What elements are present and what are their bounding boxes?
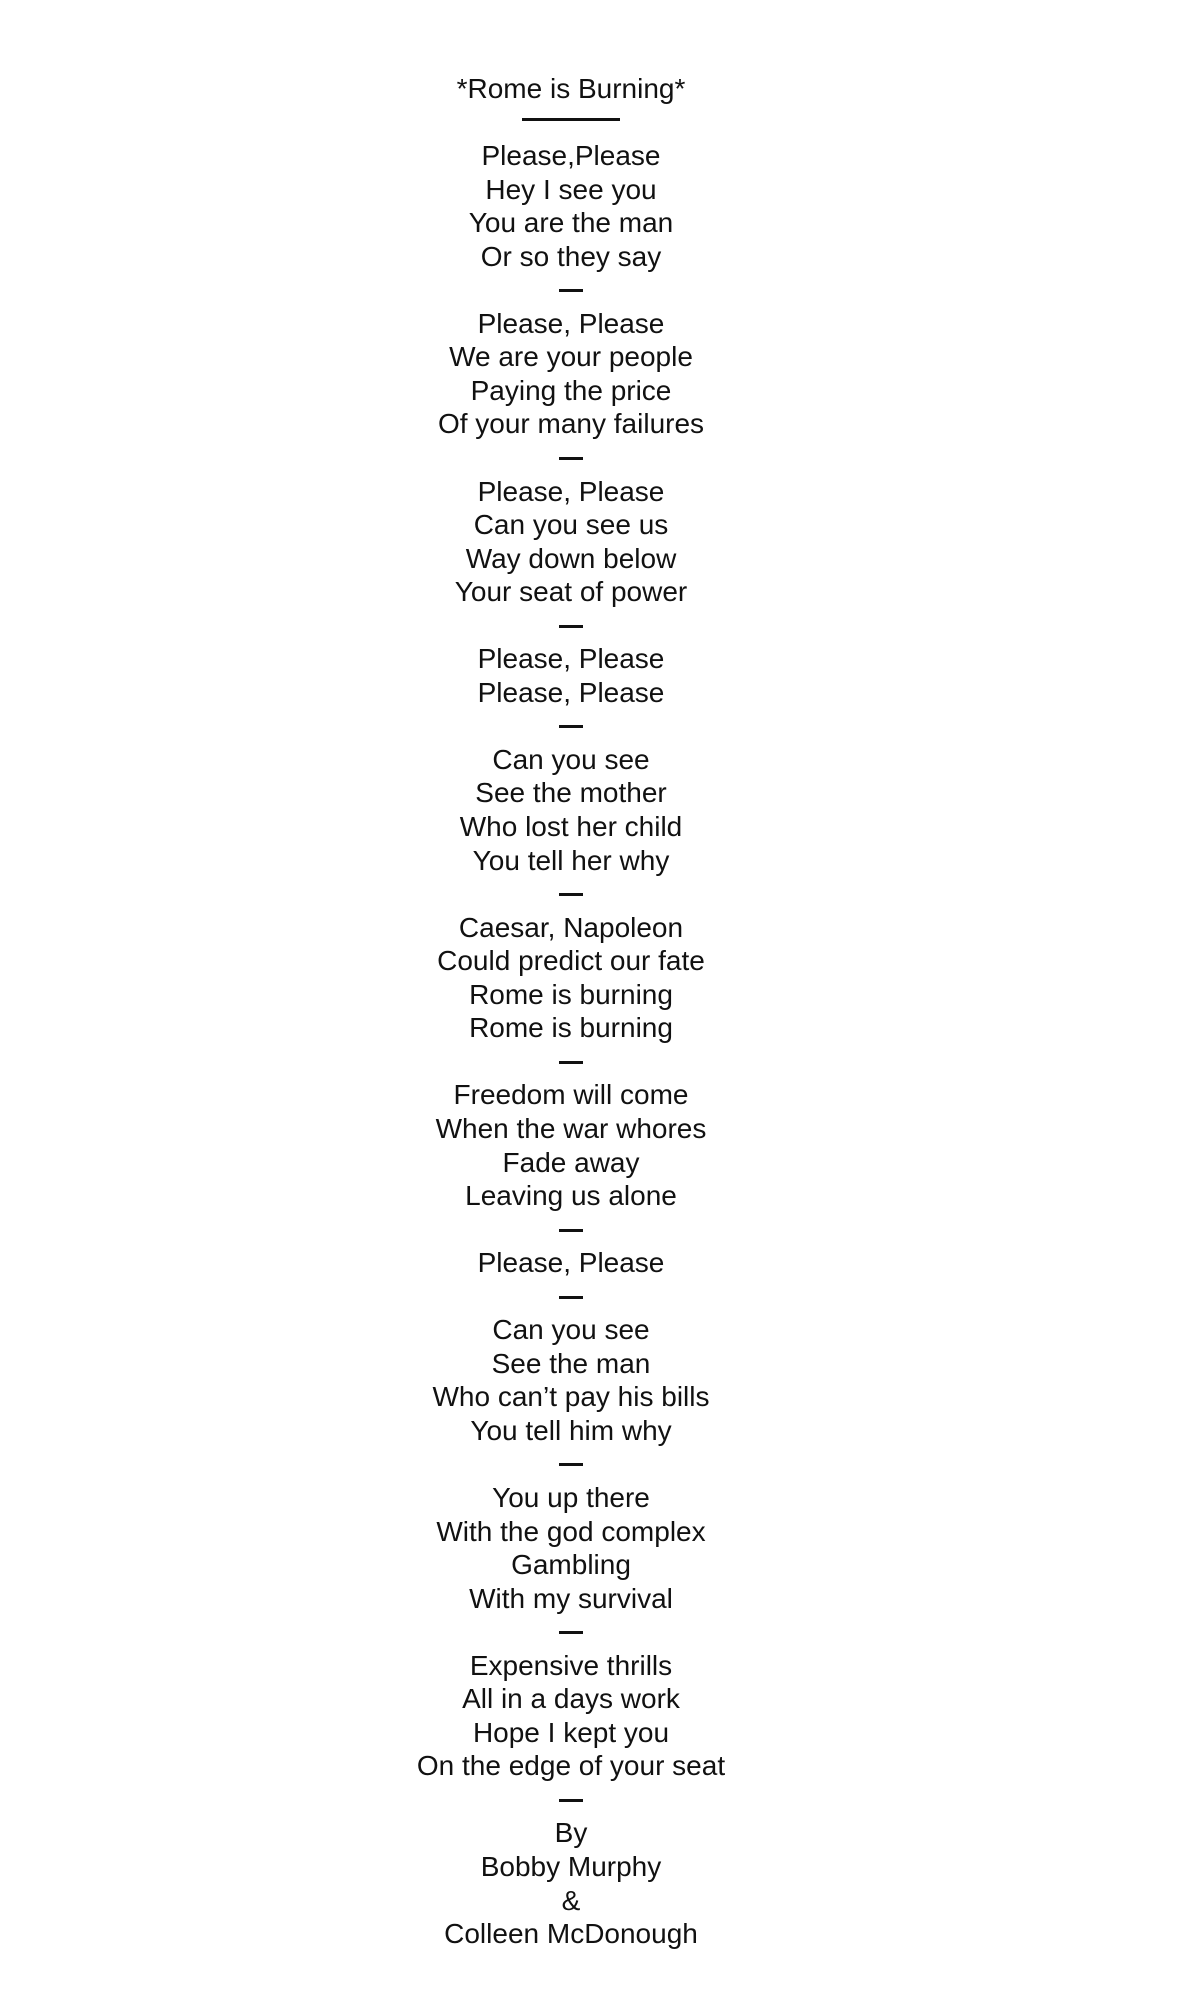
poem-line: Can you see: [492, 1314, 650, 1346]
stanza: [0, 1313, 1142, 1447]
stanza: [0, 1246, 1142, 1280]
poem-line: You up there: [492, 1481, 650, 1513]
stanza: [0, 1481, 1142, 1615]
poem-line: Who can’t pay his bills: [432, 1381, 710, 1413]
poem-line: Your seat of power: [454, 576, 688, 608]
poem-line: Hope I kept you: [472, 1716, 670, 1748]
poem: [0, 72, 1142, 1951]
poem-line: We are your people: [449, 341, 693, 373]
author-name: Colleen McDonough: [444, 1918, 698, 1950]
poem-line: Hey I see you: [485, 173, 657, 205]
poem-line: Please, Please: [477, 475, 665, 507]
poem-line: Who lost her child: [459, 811, 683, 843]
poem-line: Rome is burning: [469, 978, 673, 1010]
poem-line: You tell her why: [472, 844, 670, 876]
stanza-separator: [0, 609, 1142, 643]
poem-line: Gambling: [511, 1549, 631, 1581]
stanza-separator: [0, 441, 1142, 475]
poem-line: With the god complex: [436, 1515, 706, 1547]
credits: [0, 1816, 1142, 1950]
poem-line: Please,Please: [481, 140, 661, 172]
poem-line: See the man: [491, 1347, 651, 1379]
stanza-separator: [0, 1783, 1142, 1817]
poem-line: With my survival: [469, 1582, 673, 1614]
stanza: [0, 139, 1142, 273]
poem-line: Please, Please: [477, 307, 665, 339]
stanza: [0, 642, 1142, 709]
stanza-separator: [0, 1280, 1142, 1314]
poem-line: Expensive thrills: [469, 1649, 673, 1681]
stanza: [0, 743, 1142, 877]
stanza-separator: [0, 1045, 1142, 1079]
ampersand: &: [561, 1884, 581, 1916]
poem-line: Can you see us: [473, 509, 669, 541]
poem-line: You are the man: [468, 207, 674, 239]
poem-line: Paying the price: [470, 374, 672, 406]
poem-line: Rome is burning: [469, 1012, 673, 1044]
stanza-separator: [0, 877, 1142, 911]
poem-line: Please, Please: [477, 1247, 665, 1279]
credit-by: By: [554, 1817, 588, 1849]
stanza: [0, 307, 1142, 441]
stanza: [0, 1649, 1142, 1783]
poem-line: Way down below: [465, 542, 677, 574]
poem-line: Of your many failures: [437, 408, 705, 440]
author-name: Bobby Murphy: [480, 1850, 662, 1882]
poem-line: Leaving us alone: [465, 1180, 677, 1212]
poem-line: All in a days work: [462, 1683, 680, 1715]
stanza: [0, 911, 1142, 1045]
stanza: [0, 1078, 1142, 1212]
stanza: [0, 475, 1142, 609]
poem-title: *Rome is Burning*: [456, 73, 686, 104]
stanza-separator: [0, 1615, 1142, 1649]
poem-line: Fade away: [502, 1146, 640, 1178]
poem-line: When the war whores: [435, 1112, 707, 1144]
poem-line: Or so they say: [480, 240, 662, 272]
poem-line: See the mother: [475, 777, 667, 809]
poem-line: Please, Please: [477, 676, 665, 708]
poem-line: Freedom will come: [453, 1079, 689, 1111]
poem-line: Caesar, Napoleon: [458, 911, 684, 943]
poem-line: On the edge of your seat: [416, 1750, 726, 1782]
poem-line: Could predict our fate: [437, 945, 705, 977]
stanza-separator: [0, 1213, 1142, 1247]
poem-line: Please, Please: [477, 643, 665, 675]
stanza-separator: [0, 709, 1142, 743]
stanza-separator: [0, 1447, 1142, 1481]
title-rule: [0, 106, 1142, 140]
stanza-separator: [0, 273, 1142, 307]
poem-line: Can you see: [492, 743, 650, 775]
poem-line: You tell him why: [470, 1414, 672, 1446]
